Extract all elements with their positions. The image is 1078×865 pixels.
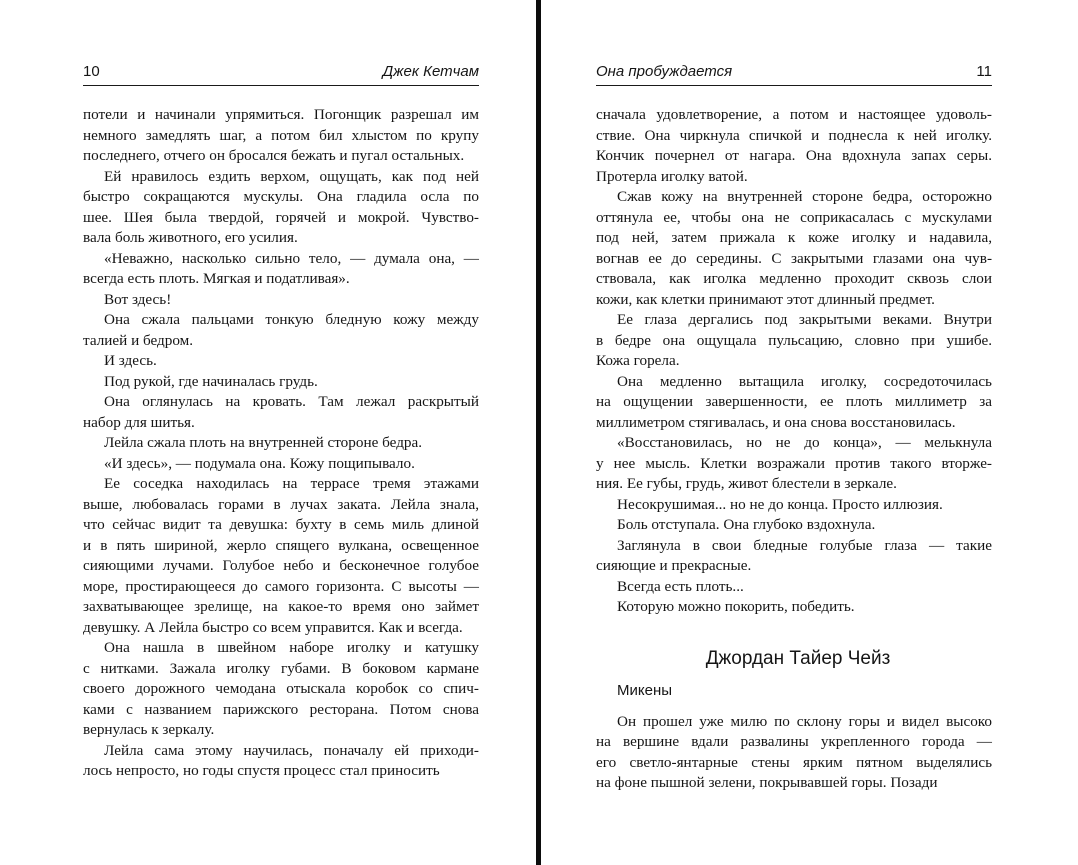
right-page [596, 60, 992, 794]
text-line: оттянула ее, чтобы она не соприкасалась с мускулами [596, 208, 992, 226]
text-line: Она нашла в швейном наборе иголку и катушку [104, 639, 479, 656]
text-line: захватывающее зрелище, на какое-то время оно займет [83, 598, 479, 615]
text-line: Лейла сама этому научилась, поначалу ей приходи- [104, 741, 479, 759]
right-body-text [596, 105, 992, 618]
text-line: Она медленно вытащила иголку, сосредоточилась [617, 372, 992, 390]
text-line: последнего, отчего он бросался бежать и пугал остальных. [83, 147, 465, 164]
text-line: Он прошел уже милю по склону горы и видел высоко [617, 712, 992, 730]
text-line: кожи, как клетки принимают этот длинный предмет. [596, 290, 935, 308]
text-line: Боль отступала. Она глубоко вздохнула. [617, 516, 876, 533]
chapter-author-heading: Джордан Тайер Чейз [705, 647, 891, 669]
text-line: на ощущении завершенности, ее плоть миллиметр за [596, 393, 992, 410]
text-line: Протерла иголку ватой. [596, 167, 748, 185]
text-line: Она сжала пальцами тонкую бледную кожу между [104, 311, 479, 328]
left-page [83, 60, 479, 782]
text-line: вала боль животного, его усилия. [83, 229, 298, 246]
text-line: вогнав ее до середины. С закрытыми глазами она чув- [596, 249, 992, 267]
text-line: вернулась к зеркалу. [83, 721, 215, 738]
text-line: Под рукой, где начиналась грудь. [104, 372, 318, 390]
text-line: ствовала, как иголка медленно проходит сквозь слои [596, 270, 992, 287]
text-line: «Неважно, насколько сильно тело, — думала она, — [104, 249, 479, 267]
text-line: Кожа горела. [596, 352, 680, 369]
text-line: на вершине вдали развалины укрепленного города — [596, 733, 992, 750]
text-line: Вот здесь! [104, 290, 172, 308]
text-line: И здесь. [104, 352, 157, 369]
text-line: выше, любовалась горами в лучах заката. Лейла знала, [83, 495, 479, 513]
left-page-number: 10 [83, 63, 100, 80]
text-line: Несокрушимая... но не до конца. Просто иллюзия. [617, 495, 943, 513]
text-line: на фоне пышной зелени, покрывавшей горы. Позади [596, 774, 938, 791]
left-running-title: Джек Кетчам [382, 63, 479, 80]
text-line: набор для шитья. [83, 413, 195, 431]
text-line: и в пять шириной, жерло спящего вулкана, освещенное [83, 536, 479, 554]
text-line: Которую можно покорить, победить. [617, 598, 855, 615]
book-gutter-shadow [536, 0, 541, 865]
text-line: сияющие и прекрасные. [596, 557, 752, 574]
text-line: ствие. Она чиркнула спичкой и поднесла к ней иголку. [596, 126, 992, 144]
chapter-body-text [596, 712, 992, 794]
text-line: ками с названием парижского ресторана. Потом снова [83, 700, 479, 718]
text-line: лось непросто, но годы спустя процесс стал приносить [83, 762, 440, 779]
text-line: в бедре она ощущала пульсацию, словно при ушибе. [596, 331, 992, 349]
right-running-head [596, 60, 992, 86]
text-line: Ее глаза дергались под закрытыми веками. Внутри [617, 311, 992, 328]
text-line: Ее соседка находилась на террасе тремя этажами [104, 475, 479, 492]
text-line: Ей нравилось ездить верхом, ощущать, как под ней [104, 167, 479, 185]
right-page-number: 11 [976, 63, 992, 80]
left-running-head [83, 60, 479, 86]
text-line: море, простирающееся до самого горизонта. С высоты — [83, 577, 479, 595]
text-line: сияющими лучами. Голубое небо и бесконечное голубое [83, 557, 479, 574]
text-line: с нитками. Зажала иголку губами. В боковом кармане [83, 659, 479, 677]
text-line: что сейчас видит та девушка: бухту в семь миль длиной [83, 516, 479, 533]
right-running-title: Она пробуждается [596, 63, 733, 80]
text-line: «Восстановилась, но не до конца», — мелькнула [617, 434, 992, 451]
text-line: Лейла сжала плоть на внутренней стороне бедра. [104, 434, 423, 451]
text-line: талией и бедром. [83, 331, 194, 349]
text-line: у нее мысль. Клетки возражали против такого вторже- [596, 454, 992, 472]
text-line: Заглянула в свои бледные голубые глаза — такие [617, 536, 992, 554]
text-line: сначала удовлетворение, а потом и настоящее удоволь- [596, 106, 992, 123]
text-line: немного замедлять шаг, а потом бил хлыстом по крупу [83, 126, 479, 144]
chapter-title: Микены [617, 681, 673, 699]
text-line: ния. Ее губы, грудь, живот блестели в зеркале. [596, 475, 897, 492]
text-line: миллиметром стягивалась, и она снова восстановилась. [596, 413, 956, 431]
text-line: под ней, затем прижала к коже иголку и надавила, [596, 229, 992, 246]
text-line: потели и начинали упрямиться. Погонщик разрешал им [83, 106, 479, 123]
text-line: его светло-янтарные стены ярким пятном выделялись [596, 753, 992, 771]
text-line: Она оглянулась на кровать. Там лежал раскрытый [104, 393, 479, 410]
text-line: девушку. А Лейла быстро со всем управится. Как и всегда. [83, 618, 463, 636]
text-line: «И здесь», — подумала она. Кожу пощипывало. [104, 454, 415, 472]
text-line: всегда есть плоть. Мягкая и податливая». [83, 270, 350, 287]
text-line: своего дорожного чемодана отыскала коробок со спич- [83, 680, 479, 697]
text-line: Сжав кожу на внутренней стороне бедра, осторожно [617, 188, 992, 205]
text-line: шее. Шея была твердой, горячей и мокрой. Чувство- [83, 208, 479, 226]
text-line: Кончик почернел от нагара. Она вдохнула запах серы. [596, 147, 992, 164]
text-line: Всегда есть плоть... [617, 577, 744, 595]
left-body-text [83, 105, 479, 782]
text-line: быстро сокращаются мускулы. Она гладила осла по [83, 188, 479, 205]
